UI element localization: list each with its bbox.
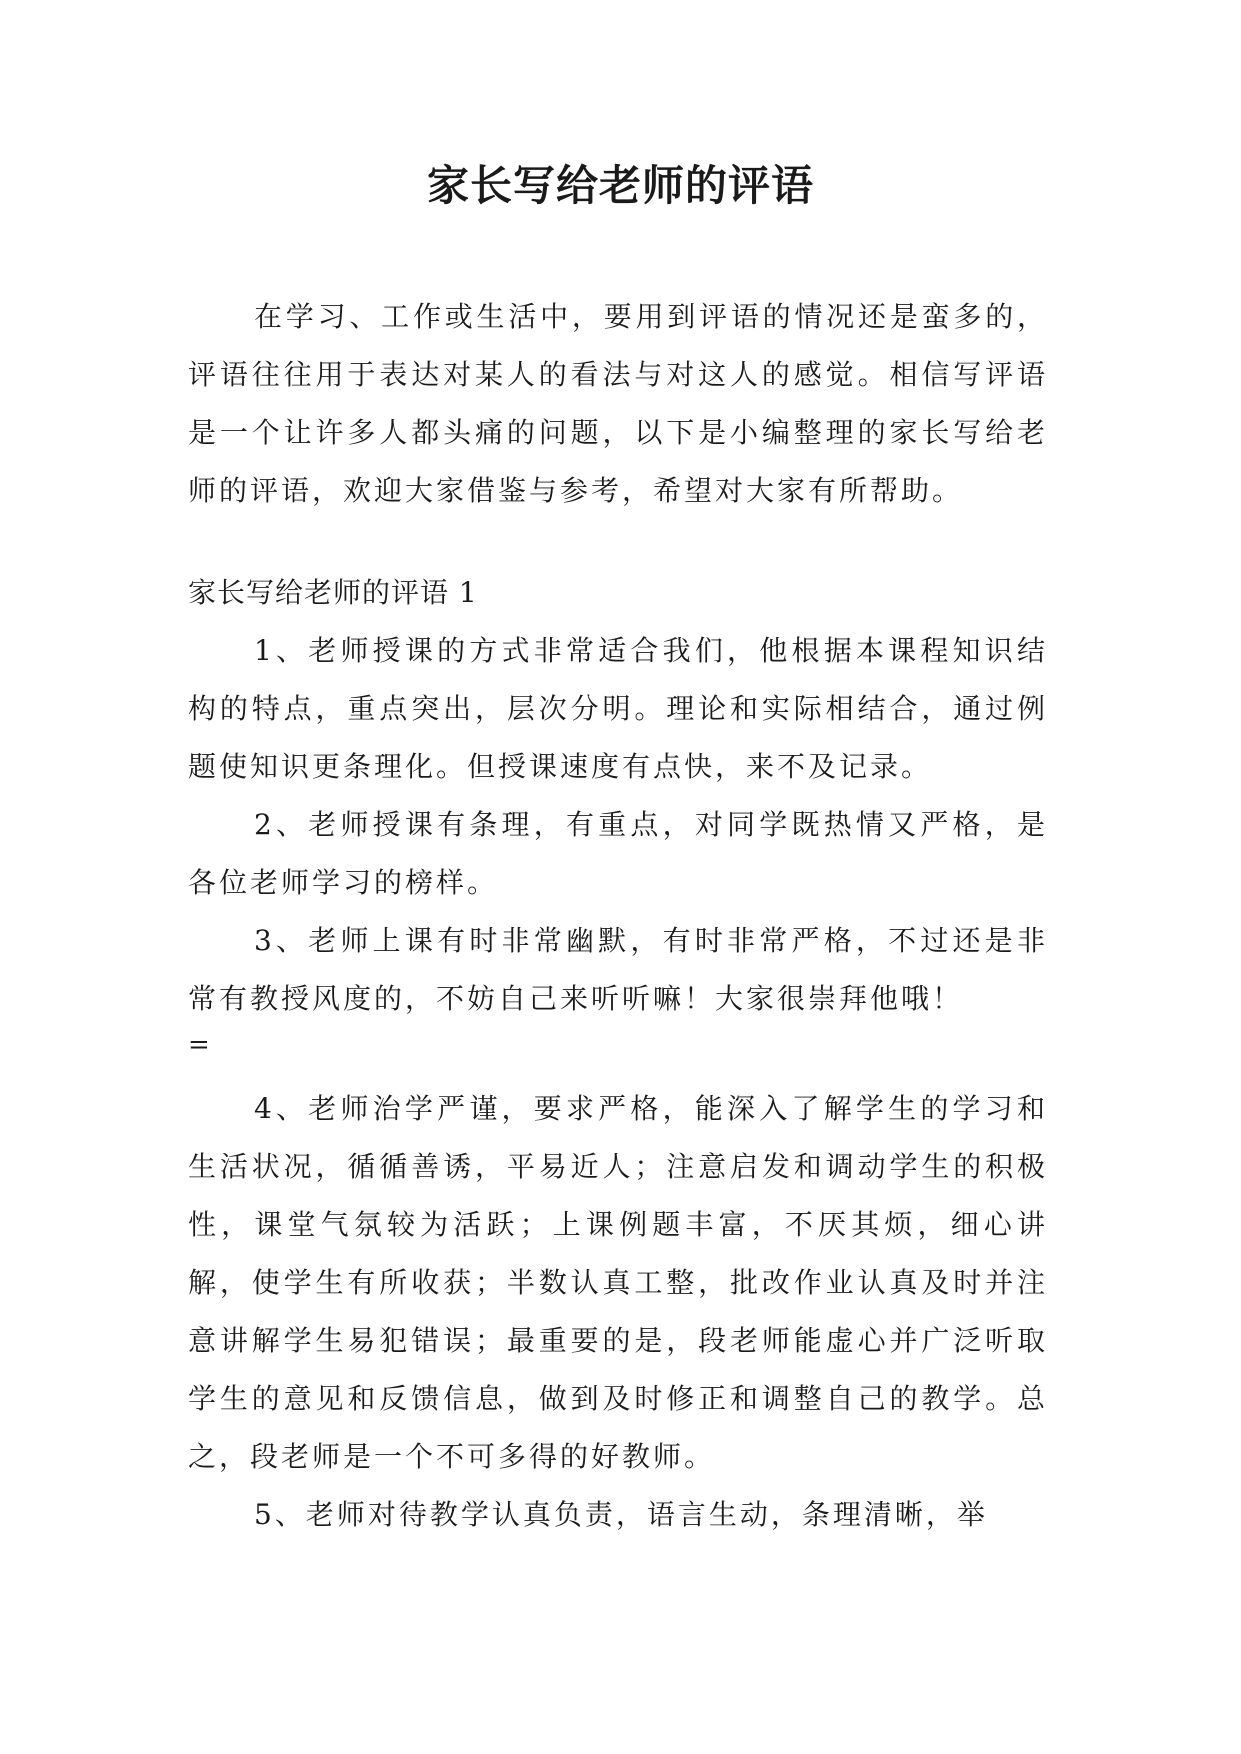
page-title: 家长写给老师的评语	[426, 161, 814, 210]
comment-item-2: 2、老师授课有条理，有重点，对同学既热情又严格，是各位老师学习的榜样。	[188, 808, 1048, 899]
comment-item-1: 1、老师授课的方式非常适合我们，他根据本课程知识结构的特点，重点突出，层次分明。理论和实际相结合，通过例题使知识更条理化。但授课速度有点快，来不及记录。	[188, 634, 1048, 783]
section-heading: 家长写给老师的评语 1	[188, 576, 478, 609]
comment-item-4: 4、老师治学严谨，要求严格，能深入了解学生的学习和生活状况，循循善诱，平易近人；注意启发和调动学生的积极性，课堂气氛较为活跃；上课例题丰富，不厌其烦，细心讲解，使学生有所收获；半数认真工整，批改作业认真及时并注意讲解学生易犯错误；最重要的是，段老师能虚心并广泛听取学生的意见和反馈信息，做到及时修正和调整自己的教学。总之，段老师是一个不可多得的好教师。	[188, 1092, 1048, 1473]
intro-paragraph: 在学习、工作或生活中，要用到评语的情况还是蛮多的，评语往往用于表达对某人的看法与对这人的感觉。相信写评语是一个让许多人都头痛的问题，以下是小编整理的家长写给老师的评语，欢迎大家借鉴与参考，希望对大家有所帮助。	[188, 300, 1048, 507]
comment-item-3: 3、老师上课有时非常幽默，有时非常严格，不过还是非常有教授风度的，不妨自己来听听嘛！大家很崇拜他哦！	[188, 924, 1048, 1015]
document-body	[188, 288, 1048, 1544]
stray-mark: =	[188, 1030, 210, 1060]
comment-item-5: 5、老师对待教学认真负责，语言生动，条理清晰，举	[254, 1498, 988, 1531]
